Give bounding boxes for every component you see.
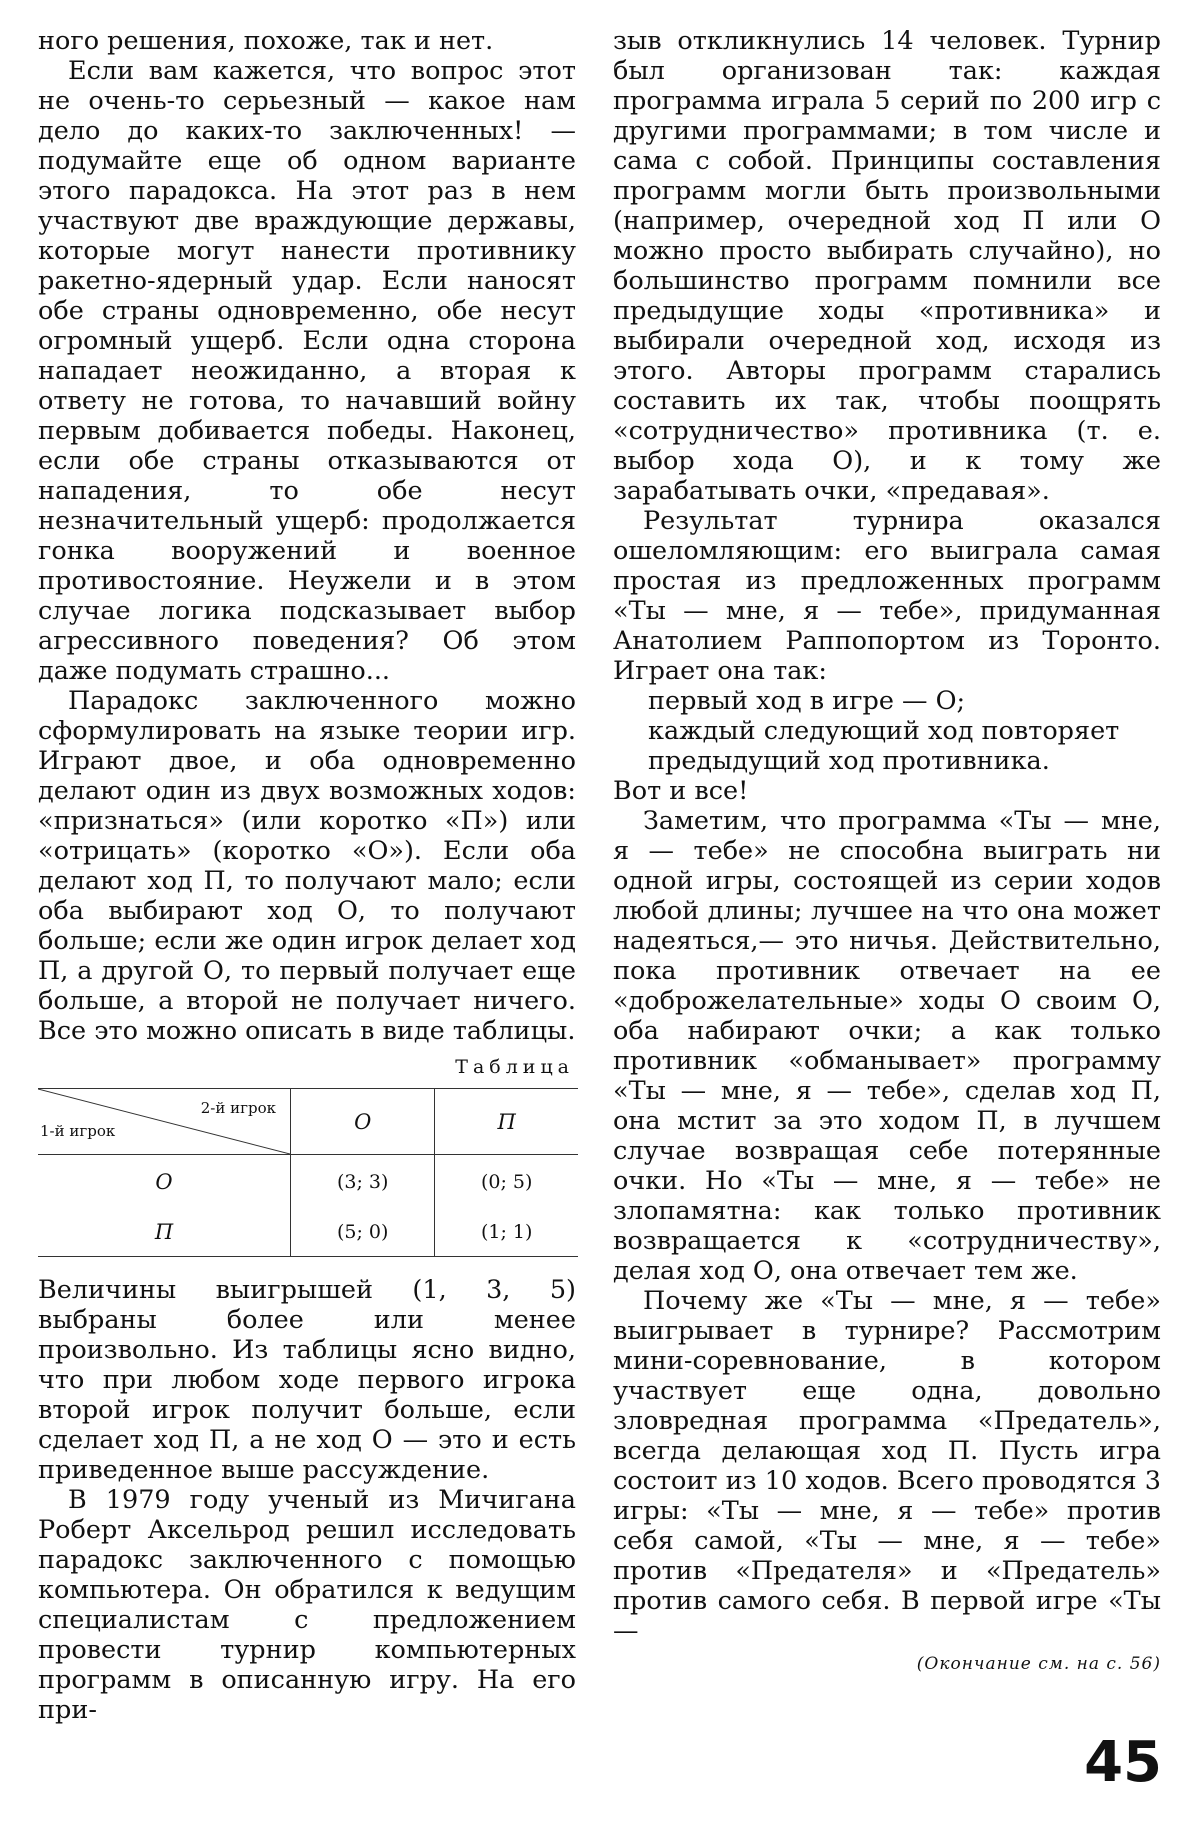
page-number: 45 bbox=[1084, 1730, 1162, 1795]
column-player-label: 2-й игрок bbox=[200, 1099, 276, 1117]
continuation-note: (Окончание см. на с. 56) bbox=[916, 1654, 1161, 1674]
right-column bbox=[613, 26, 1161, 1674]
paragraph: Результат турнира оказался ошеломляющим: его выиграла самая простая из предложенных программ «Ты — мне, я — тебе», придуманная Анатолием Раппопортом из Торонто. Играет она так: bbox=[613, 506, 1161, 686]
paragraph: В 1979 году ученый из Мичигана Роберт Аксельрод решил исследовать парадокс заключенного с помощью компьютера. Он обратился к ведущим специалистам с предложением провести турнир компьютерных программ в описанную игру. На его при- bbox=[38, 1485, 576, 1725]
paragraph: Если вам кажется, что вопрос этот не очень-то серьезный — какое нам дело до каких-то заключенных! — подумайте еще об одном варианте этого парадокса. На этот раз в нем участвуют две враждующие державы, которые могут нанести противнику ракетно-ядерный удар. Если наносят обе страны одновременно, обе несут огромный ущерб. Если одна сторона нападает неожиданно, а вторая к ответу не готова, то начавший войну первым добивается победы. Наконец, если обе страны отказываются от нападения, то обе несут незначительный ущерб: продолжается гонка вооружений и военное противостояние. Неужели и в этом случае логика подсказывает выбор агрессивного поведения? Об этом даже подумать страшно... bbox=[38, 56, 576, 686]
table-caption: Таблица bbox=[455, 1056, 574, 1078]
payoff-table bbox=[38, 1088, 578, 1257]
table-cell: (5; 0) bbox=[291, 1209, 435, 1257]
rule-list bbox=[613, 686, 1161, 776]
column-header-o: О bbox=[291, 1089, 435, 1155]
paragraph: ного решения, похоже, так и нет. bbox=[38, 26, 494, 56]
row-header: О bbox=[38, 1155, 291, 1209]
table-cell: (1; 1) bbox=[480, 1221, 533, 1244]
column-header-p: П bbox=[497, 1109, 516, 1134]
paragraph: Величины выигрышей (1, 3, 5) выбраны более или менее произвольно. Из таблицы ясно видно, что при любом ходе первого игрока второй игрок получит больше, если сделает ход П, а не ход О — это и есть приведенное выше рассуждение. bbox=[38, 1275, 576, 1485]
table-cell: (3; 3) bbox=[291, 1155, 435, 1209]
row-player-label: 1-й игрок bbox=[40, 1122, 116, 1140]
list-item: каждый следующий ход повторяет предыдущий ход противника. bbox=[648, 716, 1120, 776]
paragraph: Вот и все! bbox=[613, 776, 749, 806]
table-row bbox=[38, 1209, 578, 1257]
paragraph: зыв откликнулись 14 человек. Турнир был организован так: каждая программа играла 5 серий по 200 игр с другими программами; в том числе и сама с собой. Принципы составления программ могли быть произвольными (например, очередной ход П или О можно просто выбирать случайно), но большинство программ помнили все предыдущие ходы «противника» и выбирали очередной ход, исходя из этого. Авторы программ старались составить их так, чтобы поощрять «сотрудничество» противника (т. е. выбор хода О), и к тому же зарабатывать очки, «предавая». bbox=[613, 26, 1161, 506]
table-row bbox=[38, 1155, 578, 1209]
paragraph: Парадокс заключенного можно сформулировать на языке теории игр. Играют двое, и оба одновременно делают один из двух возможных ходов: «признаться» (или коротко «П») или «отрицать» (коротко «О»). Если оба делают ход П, то получают мало; если оба выбирают ход О, то получают больше; если же один игрок делает ход П, а другой О, то первый получает еще больше, а второй не получает ничего. Все это можно описать в виде таблицы. bbox=[38, 686, 576, 1046]
row-header: П bbox=[38, 1209, 291, 1257]
paragraph: Почему же «Ты — мне, я — тебе» выигрывает в турнире? Рассмотрим мини-соревнование, в котором участвует еще одна, довольно зловредная программа «Предатель», всегда делающая ход П. Пусть игра состоит из 10 ходов. Всего проводятся 3 игры: «Ты — мне, я — тебе» против себя самой, «Ты — мне, я — тебе» против «Предателя» и «Предатель» против самого себя. В первой игре «Ты — bbox=[613, 1286, 1161, 1646]
table-cell: (0; 5) bbox=[480, 1170, 533, 1193]
paragraph: Заметим, что программа «Ты — мне, я — тебе» не способна выиграть ни одной игры, состоящей из серии ходов любой длины; лучшее на что она может надеяться,— это ничья. Действительно, пока противник отвечает на ее «доброжелательные» ходы О своим О, оба набирают очки; а как только противник «обманывает» программу «Ты — мне, я — тебе», сделав ход П, она мстит за это ходом П, в лучшем случае возвращая себе потерянные очки. Но «Ты — мне, я — тебе» не злопамятна: как только противник возвращается к «сотрудничеству», делая ход О, она отвечает тем же. bbox=[613, 806, 1161, 1286]
left-column bbox=[38, 26, 576, 1725]
list-item: первый ход в игре — О; bbox=[648, 686, 966, 716]
table-corner-cell bbox=[38, 1089, 291, 1155]
